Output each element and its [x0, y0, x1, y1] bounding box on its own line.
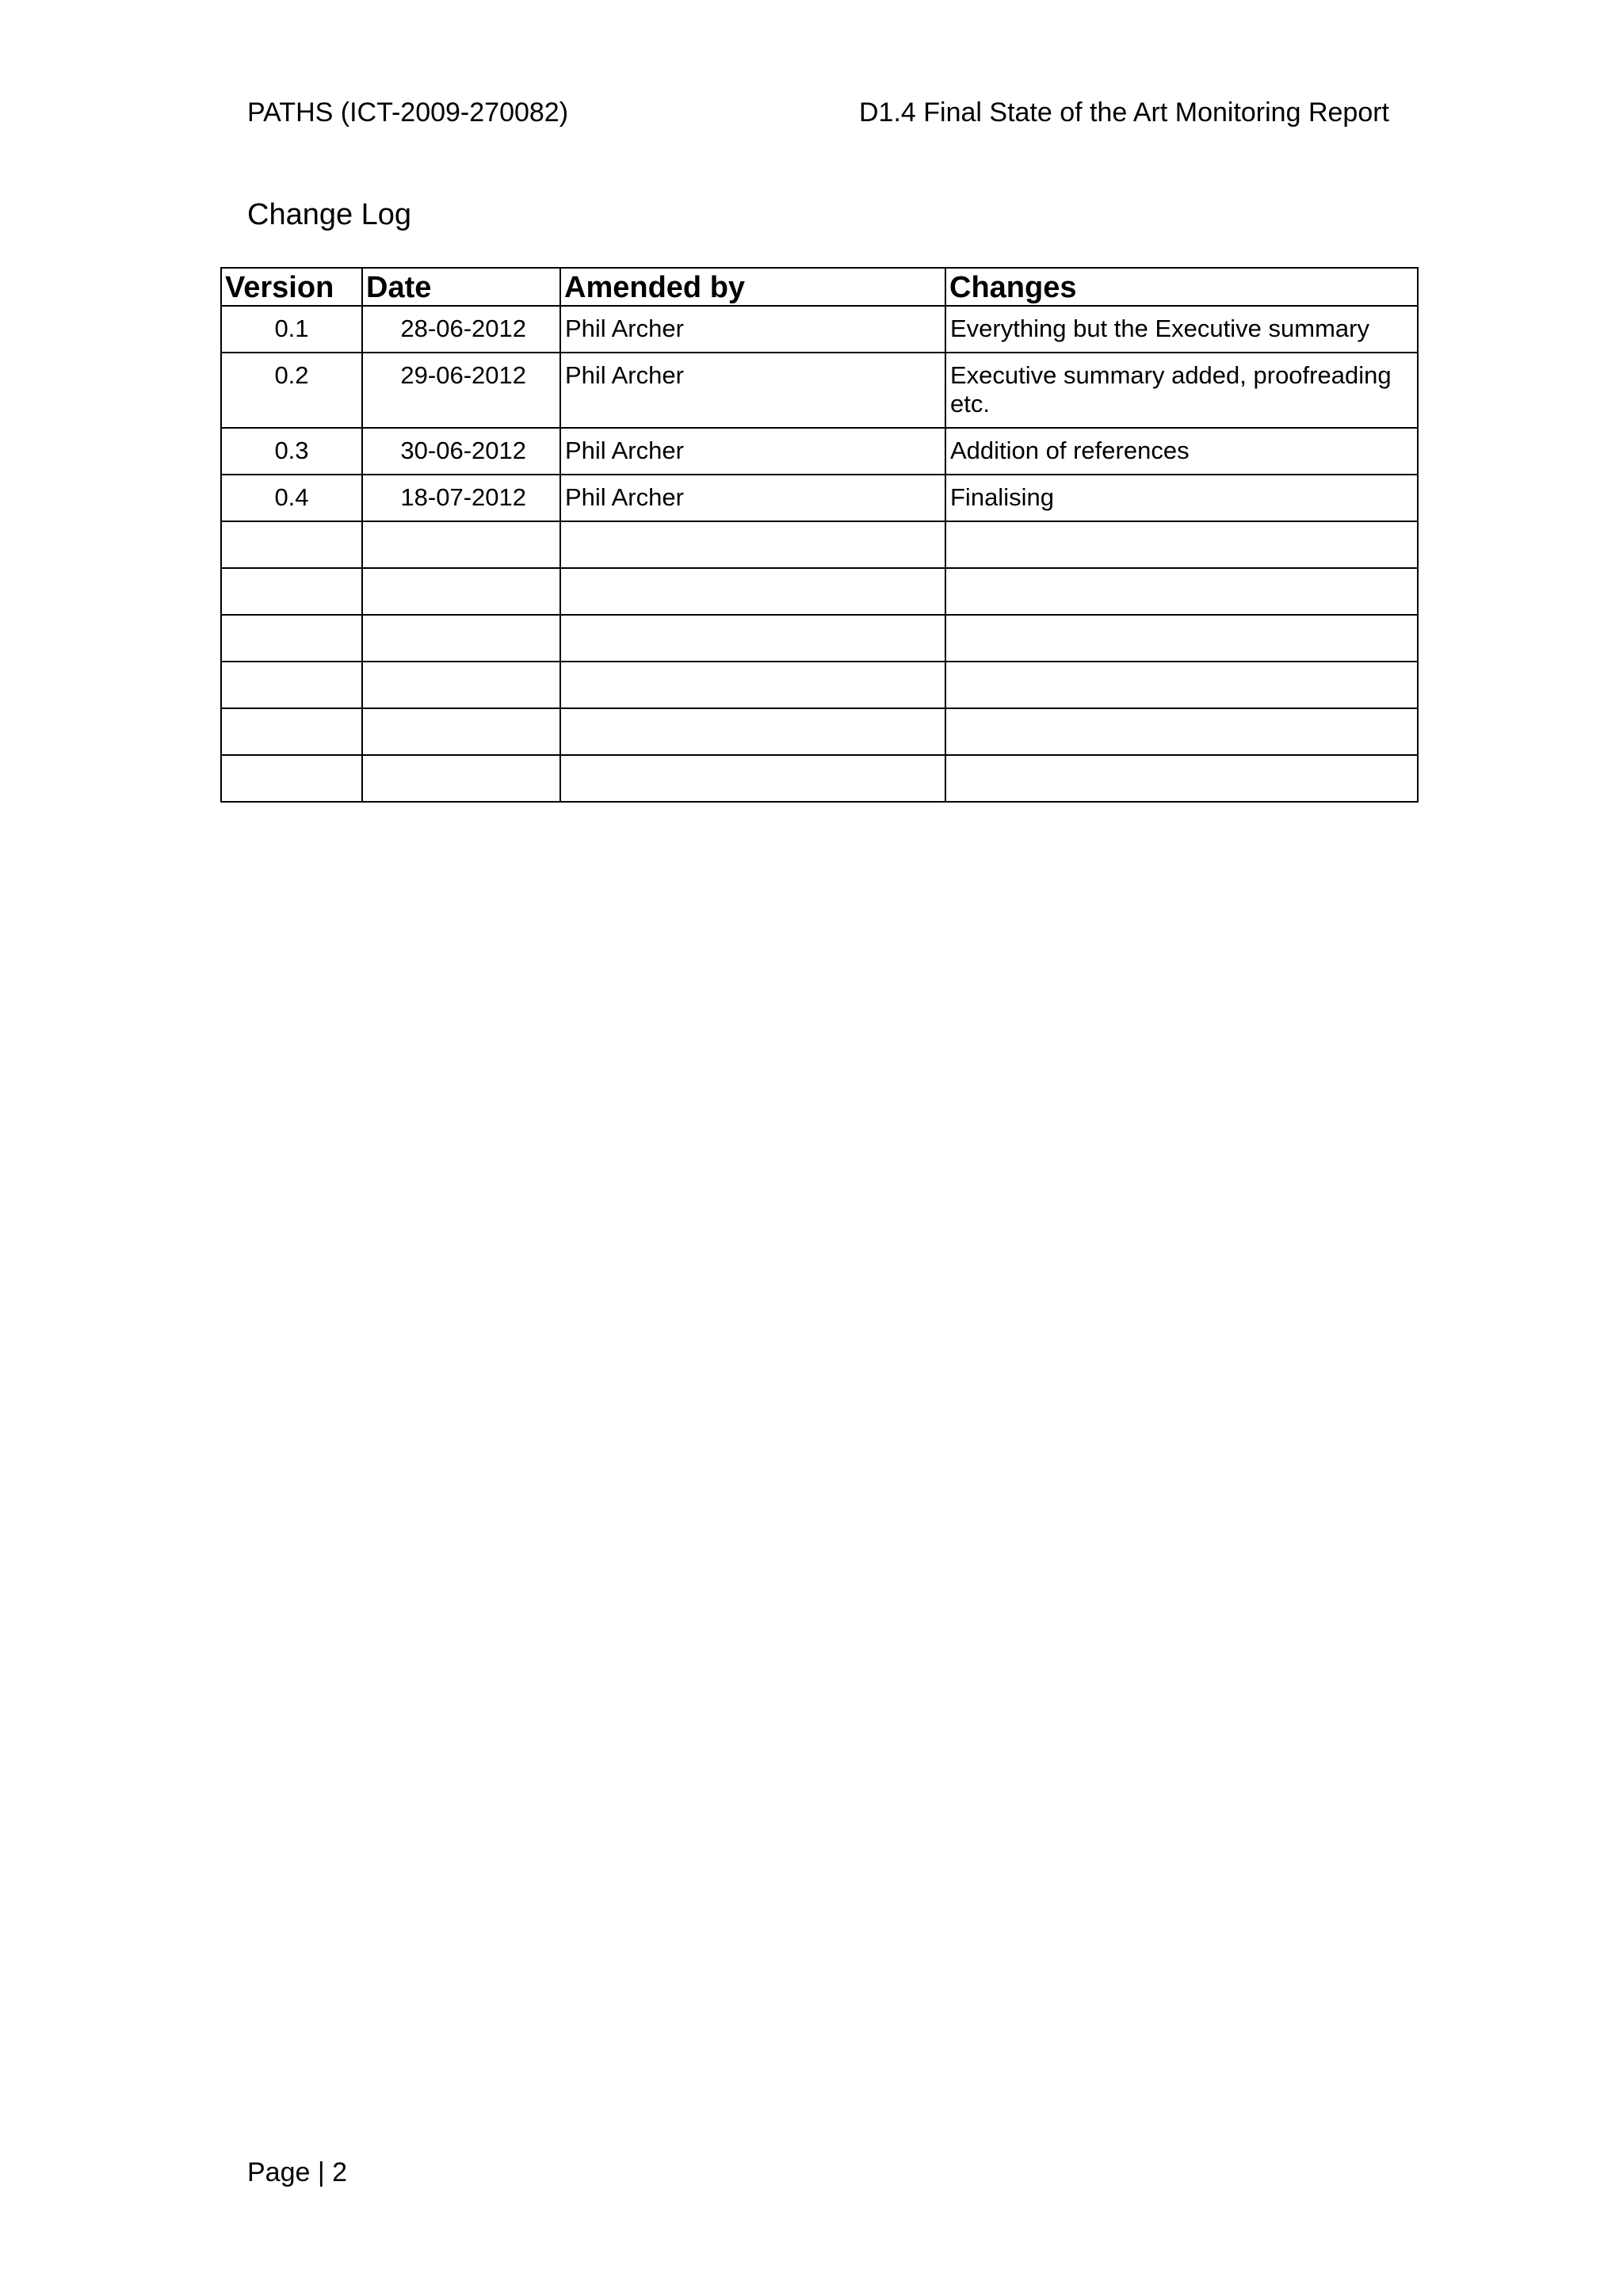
header-document-title: D1.4 Final State of the Art Monitoring Report — [858, 97, 1389, 128]
cell-date: 28-06-2012 — [362, 306, 560, 353]
cell-date — [362, 755, 560, 802]
column-header-amended-by: Amended by — [560, 268, 945, 306]
column-header-changes: Changes — [945, 268, 1418, 306]
cell-changes: Addition of references — [945, 428, 1418, 475]
cell-changes — [945, 615, 1418, 662]
cell-changes: Everything but the Executive summary — [945, 306, 1418, 353]
cell-amended-by — [560, 568, 945, 615]
cell-version — [221, 755, 362, 802]
table-row — [221, 428, 1418, 475]
table-row-empty — [221, 708, 1418, 755]
cell-amended-by — [560, 662, 945, 708]
cell-version — [221, 662, 362, 708]
cell-version: 0.1 — [221, 306, 362, 353]
cell-amended-by: Phil Archer — [560, 428, 945, 475]
cell-amended-by: Phil Archer — [560, 353, 945, 428]
column-header-version: Version — [221, 268, 362, 306]
cell-amended-by: Phil Archer — [560, 475, 945, 521]
table-row-empty — [221, 521, 1418, 568]
table-row — [221, 475, 1418, 521]
cell-amended-by — [560, 521, 945, 568]
cell-version: 0.4 — [221, 475, 362, 521]
cell-date — [362, 615, 560, 662]
cell-changes — [945, 521, 1418, 568]
table-row-empty — [221, 568, 1418, 615]
table-row-empty — [221, 662, 1418, 708]
table-header-row — [221, 268, 1418, 306]
cell-changes: Finalising — [945, 475, 1418, 521]
table-row-empty — [221, 755, 1418, 802]
cell-amended-by: Phil Archer — [560, 306, 945, 353]
cell-date: 29-06-2012 — [362, 353, 560, 428]
cell-date: 18-07-2012 — [362, 475, 560, 521]
cell-date: 30-06-2012 — [362, 428, 560, 475]
page-number: Page | 2 — [247, 2157, 348, 2187]
cell-version: 0.3 — [221, 428, 362, 475]
cell-version — [221, 568, 362, 615]
cell-changes — [945, 662, 1418, 708]
cell-date — [362, 568, 560, 615]
cell-amended-by — [560, 755, 945, 802]
header-project-id: PATHS (ICT-2009-270082) — [247, 97, 569, 128]
column-header-date: Date — [362, 268, 560, 306]
cell-date — [362, 662, 560, 708]
cell-amended-by — [560, 615, 945, 662]
cell-version: 0.2 — [221, 353, 362, 428]
cell-version — [221, 708, 362, 755]
cell-version — [221, 521, 362, 568]
section-title: Change Log — [247, 198, 412, 231]
cell-date — [362, 521, 560, 568]
cell-amended-by — [560, 708, 945, 755]
cell-changes: Executive summary added, proofreading etc. — [945, 353, 1418, 428]
cell-version — [221, 615, 362, 662]
cell-changes — [945, 568, 1418, 615]
table-row-empty — [221, 615, 1418, 662]
cell-changes — [945, 708, 1418, 755]
table-row — [221, 306, 1418, 353]
change-log-table — [220, 267, 1419, 803]
table-row — [221, 353, 1418, 428]
cell-date — [362, 708, 560, 755]
cell-changes — [945, 755, 1418, 802]
